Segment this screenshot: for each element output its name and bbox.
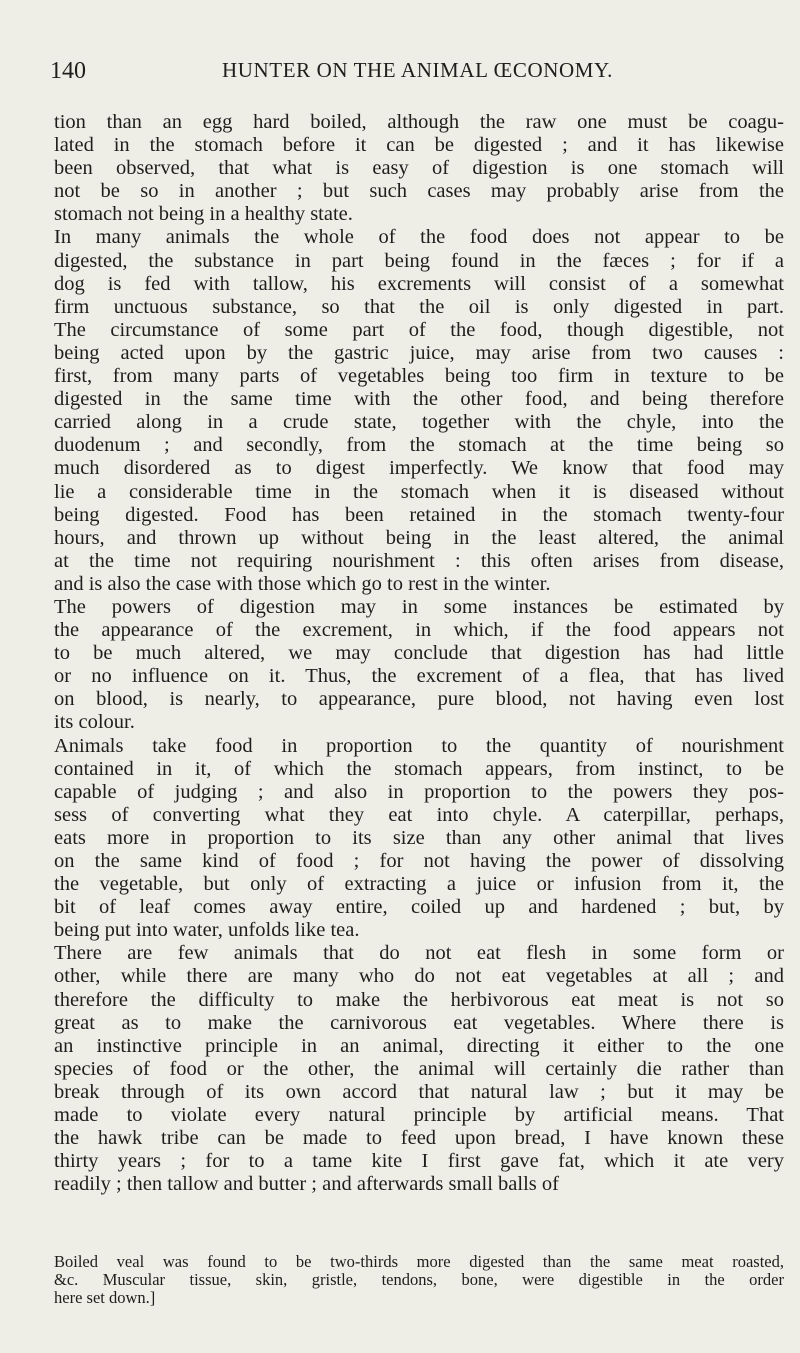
text-line: made to violate every natural principle by artificial means. That	[54, 1104, 784, 1127]
text-line: its colour.	[54, 711, 135, 734]
text-line: and is also the case with those which go to rest in the winter.	[54, 572, 551, 595]
text-line: being acted upon by the gastric juice, may arise from two causes :	[54, 341, 784, 364]
text-line: not be so in another ; but such cases may probably arise from the	[54, 180, 784, 203]
text-line: much disordered as to digest imperfectly. We know that food may	[54, 457, 784, 480]
text-line: the hawk tribe can be made to feed upon bread, I have known these	[54, 1127, 784, 1150]
footnote-line: here set down.]	[54, 1288, 156, 1307]
text-line: thirty years ; for to a tame kite I first gave fat, which it ate very	[54, 1150, 784, 1173]
text-line: great as to make the carnivorous eat vegetables. Where there is	[54, 1011, 784, 1034]
text-line: other, while there are many who do not eat vegetables at all ; and	[54, 965, 784, 988]
text-line: on blood, is nearly, to appearance, pure blood, not having even lost	[54, 688, 784, 711]
text-line: eats more in proportion to its size than any other animal that lives	[54, 826, 784, 849]
text-line: on the same kind of food ; for not having the power of dissolving	[54, 850, 784, 872]
text-line: digested in the same time with the other food, and being therefore	[54, 388, 784, 411]
text-line: species of food or the other, the animal will certainly die rather than	[54, 1057, 784, 1080]
text-line: readily ; then tallow and butter ; and afterwards small balls of	[54, 1173, 559, 1196]
text-line: lated in the stomach before it can be digested ; and it has likewise	[54, 134, 784, 157]
text-line: being put into water, unfolds like tea.	[54, 919, 360, 942]
text-line: The circumstance of some part of the food, though digestible, not	[54, 318, 784, 341]
text-line: stomach not being in a healthy state.	[54, 203, 353, 226]
text-line: contained in it, of which the stomach appears, from instinct, to be	[54, 757, 784, 780]
text-line: carried along in a crude state, together with the chyle, into the	[54, 411, 784, 434]
running-title: HUNTER ON THE ANIMAL ŒCONOMY.	[222, 58, 613, 82]
text-line: the appearance of the excrement, in which, if the food appears not	[54, 619, 784, 642]
body-text	[54, 111, 784, 1196]
text-line: at the time not requiring nourishment : this often arises from disease,	[54, 549, 784, 572]
text-line: The powers of digestion may in some instances be estimated by	[54, 595, 784, 618]
text-line: hours, and thrown up without being in the least altered, the animal	[54, 526, 784, 549]
text-line: tion than an egg hard boiled, although the raw one must be coagu-	[54, 111, 784, 133]
text-line: Animals take food in proportion to the quantity of nourishment	[54, 734, 784, 757]
text-line: capable of judging ; and also in proportion to the powers they pos-	[54, 780, 784, 803]
text-line: dog is fed with tallow, his excrements will consist of a somewhat	[54, 272, 784, 295]
text-line: break through of its own accord that natural law ; but it may be	[54, 1080, 784, 1103]
page-header	[0, 48, 800, 88]
text-line: been observed, that what is easy of digestion is one stomach will	[54, 157, 784, 180]
footnote-line: &c. Muscular tissue, skin, gristle, tendons, bone, were digestible in the order	[54, 1270, 784, 1289]
text-line: sess of converting what they eat into chyle. A caterpillar, perhaps,	[54, 803, 784, 826]
text-line: first, from many parts of vegetables being too firm in texture to be	[54, 365, 784, 388]
text-line: In many animals the whole of the food does not appear to be	[54, 226, 784, 249]
text-line: or no influence on it. Thus, the excrement of a flea, that has lived	[54, 665, 784, 688]
text-line: There are few animals that do not eat flesh in some form or	[54, 942, 784, 965]
footnote-line: Boiled veal was found to be two-thirds more digested than the same meat roasted,	[54, 1252, 784, 1271]
text-line: firm unctuous substance, so that the oil is only digested in part.	[54, 295, 784, 318]
text-line: an instinctive principle in an animal, directing it either to the one	[54, 1034, 784, 1057]
text-line: lie a considerable time in the stomach when it is diseased without	[54, 480, 784, 503]
footnote	[54, 1253, 784, 1307]
text-line: duodenum ; and secondly, from the stomach at the time being so	[54, 434, 784, 457]
text-line: bit of leaf comes away entire, coiled up and hardened ; but, by	[54, 896, 784, 919]
text-line: being digested. Food has been retained in the stomach twenty-four	[54, 503, 784, 526]
text-line: the vegetable, but only of extracting a juice or infusion from it, the	[54, 873, 784, 896]
text-line: to be much altered, we may conclude that digestion has had little	[54, 642, 784, 665]
text-line: therefore the difficulty to make the herbivorous eat meat is not so	[54, 988, 784, 1011]
text-line: digested, the substance in part being found in the fæces ; for if a	[54, 249, 784, 272]
page-number: 140	[50, 58, 86, 84]
